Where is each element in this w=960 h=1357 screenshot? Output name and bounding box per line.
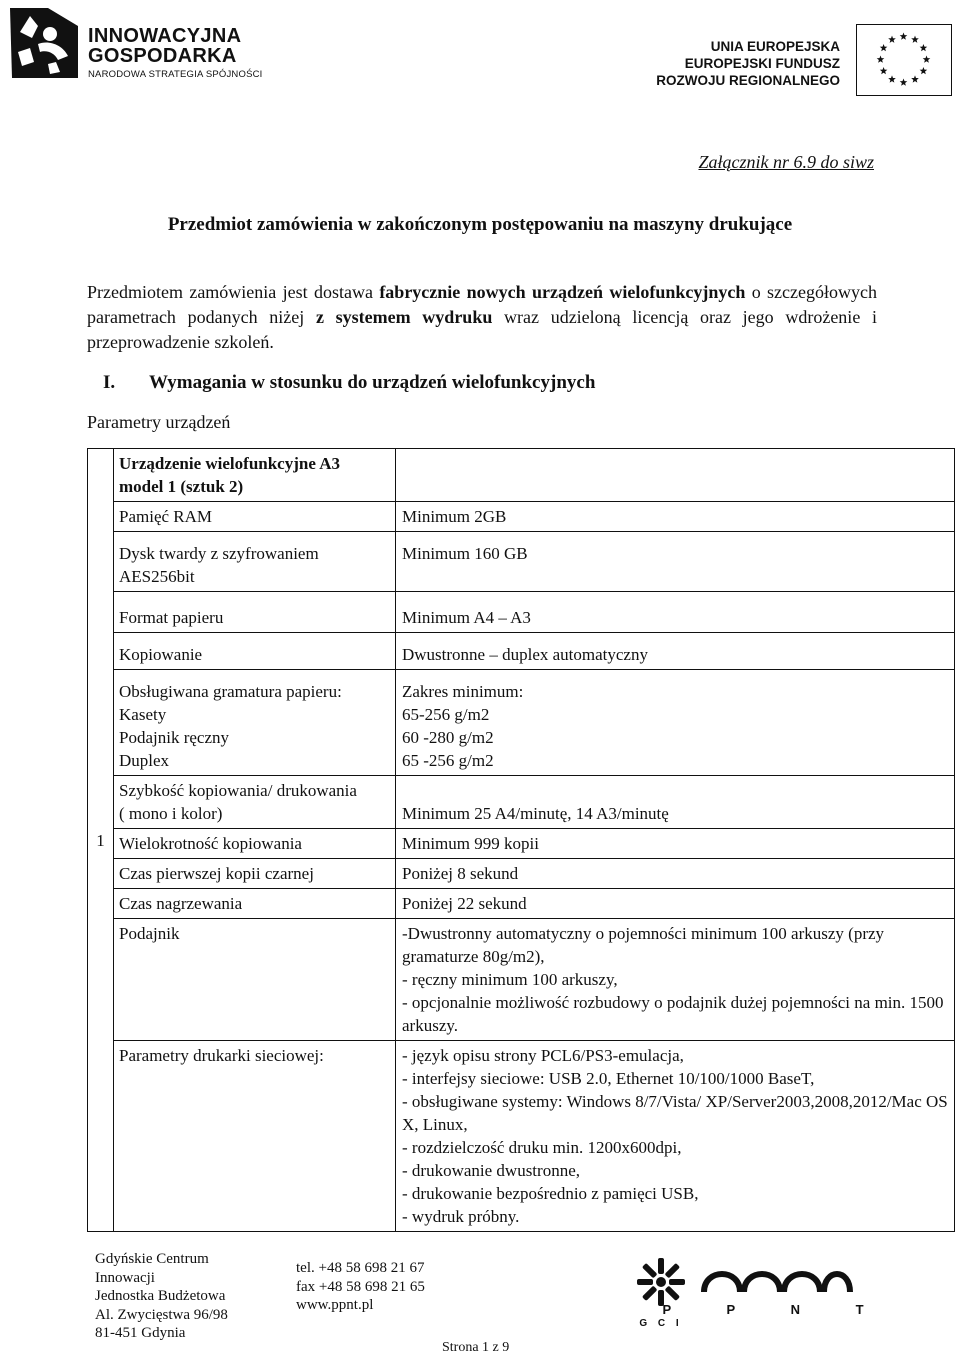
param-value: Minimum 25 A4/minutę, 14 A3/minutę (396, 776, 955, 829)
device-title-value (396, 449, 955, 502)
eu-star-icon (888, 36, 896, 43)
table-row (88, 502, 955, 532)
table-row (88, 670, 955, 776)
param-value: Zakres minimum: 65-256 g/m2 60 -280 g/m2 65 -256 g/m2 (396, 670, 955, 776)
footer-contact (296, 1259, 425, 1315)
table-row (88, 829, 955, 859)
param-value: Minimum A4 – A3 (396, 592, 955, 633)
param-value: Dwustronne – duplex automatyczny (396, 633, 955, 670)
param-label: Obsługiwana gramatura papieru: Kasety Podajnik ręczny Duplex (114, 670, 396, 776)
device-title: Urządzenie wielofunkcyjne A3 model 1 (sztuk 2) (114, 449, 396, 502)
param-label: Szybkość kopiowania/ drukowania ( mono i kolor) (114, 776, 396, 829)
footer-address: Gdyńskie Centrum Innowacji Jednostka Budżetowa Al. Zwycięstwa 96/98 81-451 Gdynia (95, 1251, 228, 1341)
param-label: Dysk twardy z szyfrowaniem AES256bit (114, 532, 396, 592)
footer-phone: tel. +48 58 698 21 67 (296, 1260, 425, 1276)
param-value: Minimum 160 GB (396, 532, 955, 592)
logo-right-line1: UNIA EUROPEJSKA (710, 39, 840, 54)
eu-star-icon (911, 36, 919, 43)
eu-star-icon (900, 79, 908, 86)
param-label: Parametry drukarki sieciowej: (114, 1041, 396, 1232)
table-row (88, 889, 955, 919)
param-value: - język opisu strony PCL6/PS3-emulacja, - interfejsy sieciowe: USB 2.0, Ethernet 10/100/1000 BaseT, - obsługiwane systemy: Windows 8/7/Vista/ XP/Server2003,2008,2012/Mac OS X, Linux, - rozdzielczość druku min. 1200x600dpi, - drukowanie dwustronne, - drukowanie bezpośrednio z pamięci USB, - wydruk próbny. (396, 1041, 955, 1232)
spec-table (87, 448, 955, 1232)
intro-bold-1: fabrycznie nowych urządzeń wielofunkcyjnych (379, 282, 746, 302)
eu-flag-icon (856, 24, 952, 96)
param-label: Kopiowanie (114, 633, 396, 670)
param-value: Poniżej 8 sekund (396, 859, 955, 889)
intro-bold-2: z systemem wydruku (315, 307, 493, 327)
footer-website[interactable]: www.ppnt.pl (296, 1297, 374, 1313)
logo-right-line3: ROZWOJU REGIONALNEGO (656, 73, 840, 88)
ppnt-logo (662, 1258, 890, 1322)
param-label: Pamięć RAM (114, 502, 396, 532)
table-row (88, 776, 955, 829)
table-row (88, 449, 955, 502)
logo-left-line3: NARODOWA STRATEGIA SPÓJNOŚCI (88, 69, 263, 80)
section-number: I. (103, 372, 116, 393)
param-label: Czas nagrzewania (114, 889, 396, 919)
table-row (88, 919, 955, 1041)
param-value: Minimum 999 kopii (396, 829, 955, 859)
table-row (88, 1041, 955, 1232)
section-title: Wymagania w stosunku do urządzeń wielofunkcyjnych (149, 372, 596, 393)
gci-logo-text: G C I (639, 1318, 683, 1329)
eu-star-icon (920, 67, 928, 74)
param-label: Format papieru (114, 592, 396, 633)
logo-right-line2: EUROPEJSKI FUNDUSZ (684, 56, 840, 71)
logo-left-line2: GOSPODARKA (88, 45, 237, 67)
param-label: Czas pierwszej kopii czarnej (114, 859, 396, 889)
param-value: Poniżej 22 sekund (396, 889, 955, 919)
eu-star-icon (923, 56, 931, 63)
ppnt-logo-text: P P N T (662, 1302, 890, 1317)
table-row (88, 633, 955, 670)
annex-label: Załącznik nr 6.9 do siwz (698, 152, 874, 172)
innowacyjna-gospodarka-emblem-icon (8, 4, 80, 82)
innowacyjna-gospodarka-logo (8, 4, 270, 84)
gci-logo (630, 1254, 692, 1332)
page-title: Przedmiot zamówienia w zakończonym postępowaniu na maszyny drukujące (167, 214, 793, 235)
page-number: Strona 1 z 9 (442, 1340, 510, 1355)
section-heading (103, 372, 595, 394)
eu-star-icon (880, 44, 888, 51)
param-label: Wielokrotność kopiowania (114, 829, 396, 859)
intro-paragraph: Przedmiotem zamówienia jest dostawa fabrycznie nowych urządzeń wielofunkcyjnych o szczegółowych parametrach podanych niżej z systemem wydruku wraz udzieloną licencją oraz jego wdrożenie i przeprowadzenie szkoleń. (87, 282, 877, 352)
param-label: Podajnik (114, 919, 396, 1041)
eu-star-icon (900, 33, 908, 40)
eu-star-icon (911, 75, 919, 82)
eu-star-icon (877, 56, 885, 63)
logo-left-line1: INNOWACYJNA (88, 25, 242, 47)
footer-fax: fax +48 58 698 21 65 (296, 1278, 425, 1295)
eu-star-icon (920, 44, 928, 51)
eu-star-icon (880, 67, 888, 74)
table-row (88, 532, 955, 592)
table-row (88, 859, 955, 889)
param-value: Minimum 2GB (396, 502, 955, 532)
table-row (88, 592, 955, 633)
param-value: -Dwustronny automatyczny o pojemności minimum 100 arkuszy (przy gramaturze 80g/m2), - ręczny minimum 100 arkuszy, - opcjonalnie możliwość rozbudowy o podajnik dużej pojemności na min. 1500 arkuszy. (396, 919, 955, 1041)
device-number: 1 (88, 449, 114, 1232)
eu-star-icon (888, 75, 896, 82)
subheading: Parametry urządzeń (87, 412, 231, 432)
eu-fund-logo (656, 24, 952, 96)
